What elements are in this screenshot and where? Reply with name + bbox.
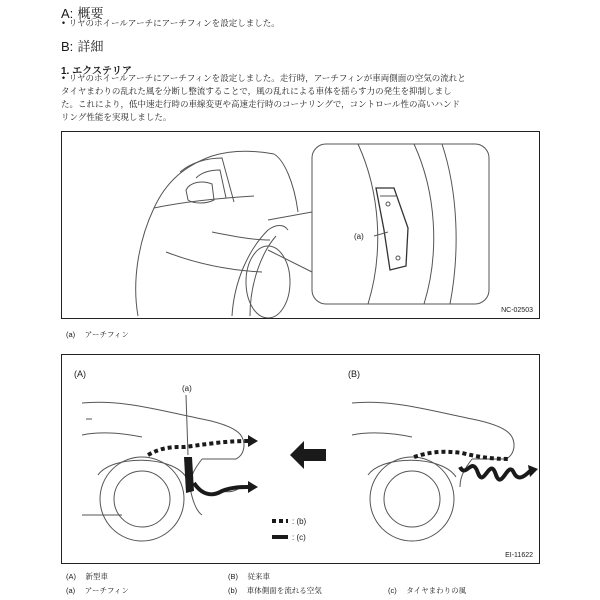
section-a-title: 概要 [77,7,104,22]
section-b-heading [61,36,103,55]
legend-text: 従来車 [247,572,271,581]
legend-item [66,585,129,596]
figure-code: NC-02503 [501,307,533,314]
section-b-title: 詳細 [77,40,104,55]
legend-key: (A) [66,572,76,581]
legend-text: アーチフィン [84,586,129,595]
fin-callout: (a) [182,384,192,393]
legend-key: (B) [228,572,238,581]
legend-key: (a) [66,586,76,595]
section-b-mark: B: [61,39,74,54]
legend-text: タイヤまわりの風 [406,586,467,595]
figure-code: EI-11622 [505,552,533,559]
figure-airflow-drawing [62,355,539,563]
legend-item [66,571,108,582]
legend-text: アーチフィン [84,330,129,339]
key-b-label: : (b) [292,517,307,526]
body-line: リング性能を実現しました。 [61,113,172,123]
section-a-text: • リヤのホイールアーチにアーチフィンを設定しました。 [61,19,280,29]
arrow-left-icon [290,441,326,469]
figure-airflow-comparison [61,354,540,564]
figure-arch-fin [61,131,540,319]
figure-arch-fin-drawing [62,132,539,318]
body-line: タイヤまわりの乱れた風を分断し整流することで，風の乱れによる車体を揺らす力の発生を抑制しまし [61,87,452,97]
legend-key: (b) [228,586,238,595]
legend-text: 車体側面を流れる空気 [246,586,322,595]
legend-item [228,585,322,596]
subsection-title: 1. エクステリア [61,66,132,77]
legend-key: (c) [388,586,397,595]
fin-shape [184,457,194,493]
legend-item [228,571,270,582]
section-a-mark: A: [61,6,74,21]
figure1-legend [66,329,129,340]
panel-a-label: (A) [74,369,86,379]
legend-item [388,585,466,596]
fin-callout: (a) [354,232,364,241]
legend-text: 新型車 [85,572,109,581]
panel-b-label: (B) [348,369,360,379]
body-line: • リヤのホイールアーチにアーチフィンを設定しました。走行時，アーチフィンが車両側面の空気の流れと [61,74,466,84]
body-line: た。これにより，低中速走行時の車線変更や高速走行時のコーナリングで，コントロール性の高いハンド [61,100,460,110]
legend-key: (a) [66,330,76,339]
key-c-label: : (c) [292,533,306,542]
